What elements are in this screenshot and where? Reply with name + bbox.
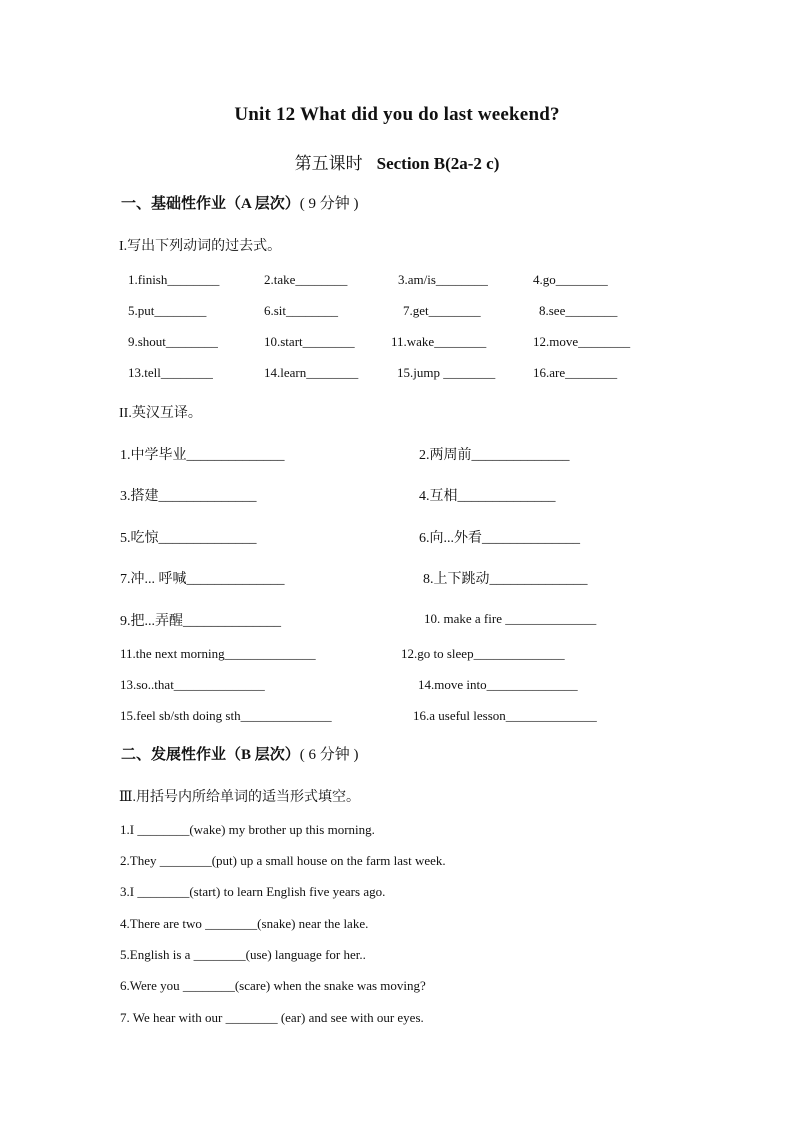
fill-sentence: 2.They ________(put) up a small house on the farm last week. (120, 853, 446, 868)
translation-item: 16.a useful lesson______________ (413, 708, 597, 723)
lesson-subtitle (0, 149, 794, 174)
verb-item: 5.put________ (128, 303, 207, 318)
translation-item: 14.move into______________ (418, 677, 578, 692)
verb-item: 12.move________ (533, 334, 631, 349)
lesson-label: 第五课时 (294, 154, 363, 173)
translation-item: 7.冲... 呼喊______________ (120, 572, 285, 587)
translation-item: 8.上下跳动______________ (423, 572, 588, 587)
translation-item: 15.feel sb/sth doing sth______________ (120, 708, 332, 723)
verb-item: 9.shout________ (128, 334, 218, 349)
translation-item: 5.吃惊______________ (120, 531, 257, 546)
verb-item: 6.sit________ (264, 303, 339, 318)
translation-item: 3.搭建______________ (120, 489, 257, 504)
verb-item: 14.learn________ (264, 365, 359, 380)
fill-sentence: 7. We hear with our ________ (ear) and see with our eyes. (120, 1010, 424, 1025)
translation-item: 4.互相______________ (419, 489, 556, 504)
fill-sentence: 1.I ________(wake) my brother up this morning. (120, 822, 375, 837)
translation-item: 6.向...外看______________ (419, 531, 580, 546)
section-one-time: ( 9 分钟 ) (299, 196, 359, 212)
verb-item: 7.get________ (403, 303, 481, 318)
part-two-heading: II.英汉互译。 (119, 406, 202, 421)
translation-item: 12.go to sleep______________ (401, 646, 565, 661)
verb-item: 8.see________ (539, 303, 618, 318)
translation-item: 10. make a fire ______________ (424, 611, 597, 626)
verb-item: 15.jump ________ (397, 365, 496, 380)
translation-item: 13.so..that______________ (120, 677, 265, 692)
translation-item: 1.中学毕业______________ (120, 448, 285, 463)
part-three-heading: Ⅲ.用括号内所给单词的适当形式填空。 (119, 790, 360, 805)
fill-sentence: 5.English is a ________(use) language for her.. (120, 947, 366, 962)
translation-item: 9.把...弄醒______________ (120, 614, 281, 629)
verb-item: 11.wake________ (391, 334, 487, 349)
verb-item: 10.start________ (264, 334, 355, 349)
translation-item: 2.两周前______________ (419, 448, 570, 463)
verb-item: 13.tell________ (128, 365, 213, 380)
verb-item: 4.go________ (533, 272, 608, 287)
section-label: Section B(2a-2 c) (376, 154, 500, 173)
fill-sentence: 4.There are two ________(snake) near the lake. (120, 916, 369, 931)
translation-item: 11.the next morning______________ (120, 646, 316, 661)
fill-sentence: 3.I ________(start) to learn English five years ago. (120, 884, 386, 899)
section-one-heading (121, 192, 359, 213)
verb-item: 16.are________ (533, 365, 618, 380)
section-two-label: 二、发展性作业（B 层次） (121, 747, 300, 763)
section-one-label: 一、基础性作业（A 层次） (121, 196, 300, 212)
verb-item: 2.take________ (264, 272, 348, 287)
verb-item: 3.am/is________ (398, 272, 488, 287)
section-two-time: ( 6 分钟 ) (299, 747, 359, 763)
part-one-heading: I.写出下列动词的过去式。 (119, 239, 282, 254)
fill-sentence: 6.Were you ________(scare) when the snake was moving? (120, 978, 426, 993)
verb-item: 1.finish________ (128, 272, 220, 287)
section-two-heading (121, 743, 359, 764)
page-title: Unit 12 What did you do last weekend? (234, 104, 560, 125)
